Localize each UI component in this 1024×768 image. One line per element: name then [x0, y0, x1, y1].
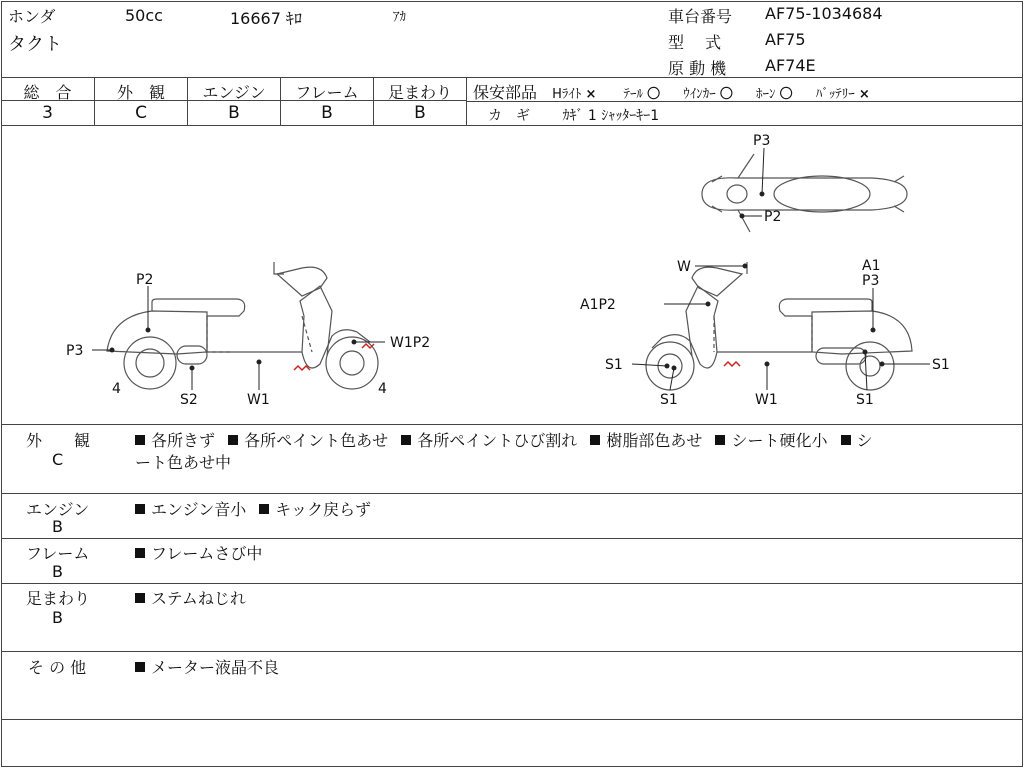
note: 各所ペイントひび割れ	[401, 431, 577, 450]
diagram-label: P3	[66, 343, 84, 359]
note: 樹脂部色あせ	[590, 431, 702, 450]
note: フレームさび中	[135, 544, 262, 563]
remark-notes	[135, 655, 287, 678]
remark-label: そ の 他	[28, 658, 87, 677]
diagram-label: W1	[247, 392, 270, 408]
remark-grade: B	[52, 608, 63, 627]
diagram-label: W	[677, 259, 691, 275]
diagram-label: 4	[378, 381, 387, 397]
divider	[1, 651, 1022, 652]
remark-notes	[135, 586, 254, 609]
frame-no-label: 車台番号	[668, 7, 733, 26]
type-value: AF75	[765, 30, 806, 49]
key-label: カ ギ	[488, 108, 530, 124]
remark-notes	[135, 428, 881, 451]
damage-mark	[724, 362, 740, 366]
diagram-label: W1P2	[390, 335, 431, 351]
note: ステムねじれ	[135, 589, 246, 608]
grade-overall-value: 3	[42, 103, 53, 123]
engine-value: AF74E	[765, 56, 816, 75]
diagram-label: A1	[862, 258, 881, 274]
grade-suspension-value: B	[414, 103, 426, 123]
diagram-label: 4	[112, 381, 121, 397]
remark-notes	[135, 541, 270, 564]
diagram-label: P3	[862, 273, 880, 289]
displacement: 50cc	[125, 6, 163, 25]
note: シ	[841, 431, 873, 450]
grade-suspension-label: 足まわり	[387, 83, 452, 102]
remark-grade: B	[52, 562, 63, 581]
diagram-label: S2	[180, 392, 198, 408]
note: 各所きず	[135, 431, 215, 450]
remark-grade: C	[52, 450, 64, 469]
type-label: 型 式	[668, 33, 722, 52]
note: エンジン音小	[135, 500, 246, 519]
divider	[1, 538, 1022, 539]
diagram-label: P3	[753, 133, 771, 149]
remark-label: 外 観	[26, 431, 91, 450]
model: タクト	[8, 34, 62, 55]
safety-item: ﾎｰﾝ 〇	[756, 87, 793, 102]
grade-exterior-label: 外 観	[116, 83, 165, 102]
remark-notes	[135, 497, 379, 520]
diagram-label: S1	[856, 392, 874, 408]
safety-parts-row	[473, 80, 870, 103]
safety-item: ﾃｰﾙ 〇	[623, 87, 661, 102]
divider	[1, 424, 1022, 425]
diagram-label: P2	[764, 209, 782, 225]
safety-item: Hﾗｲﾄ ×	[552, 87, 597, 102]
damage-mark	[294, 366, 310, 370]
make: ホンダ	[8, 7, 56, 26]
remark-notes-continued: ート色あせ中	[135, 453, 232, 472]
remark-label: フレーム	[26, 544, 90, 563]
safety-item: ｳｲﾝｶｰ 〇	[683, 87, 733, 102]
note: シート硬化小	[715, 431, 827, 450]
top-scooter-outline	[702, 154, 907, 232]
divider	[1, 493, 1022, 494]
safety-parts-label: 保安部品	[473, 83, 538, 102]
divider	[1, 583, 1022, 584]
note: メーター液晶不良	[135, 658, 279, 677]
key-text: ｶｷﾞ 1 ｼｬｯﾀｰｷｰ1	[562, 108, 660, 124]
body-color: ｱｶ	[393, 10, 406, 25]
diagram-label: W1	[755, 392, 778, 408]
scooter-diagram	[2, 126, 1022, 424]
divider	[1, 719, 1022, 720]
grade-engine-label: エンジン	[202, 83, 266, 102]
remark-label: エンジン	[26, 500, 90, 519]
remark-grade: B	[52, 517, 63, 536]
grade-overall-label: 総 合	[23, 83, 72, 102]
grade-exterior-value: C	[135, 103, 147, 123]
diagram-label: P2	[136, 272, 154, 288]
divider	[1, 77, 1022, 78]
grade-engine-value: B	[228, 103, 240, 123]
frame-no: AF75-1034684	[765, 4, 883, 23]
mileage: 16667 ｷﾛ	[230, 9, 302, 28]
safety-item: ﾊﾞｯﾃﾘｰ ×	[815, 87, 870, 102]
note: キック戻らず	[259, 500, 371, 519]
grade-frame-label: フレーム	[295, 83, 359, 102]
remark-label: 足まわり	[26, 589, 91, 608]
key-row	[488, 105, 659, 125]
note: 各所ペイント色あせ	[228, 431, 388, 450]
divider	[466, 77, 467, 125]
engine-label: 原 動 機	[668, 59, 727, 78]
diagram-label: A1P2	[580, 297, 616, 313]
grade-frame-value: B	[321, 103, 333, 123]
diagram-label: S1	[605, 357, 623, 373]
diagram-label: S1	[932, 357, 950, 373]
diagram-label: S1	[660, 392, 678, 408]
